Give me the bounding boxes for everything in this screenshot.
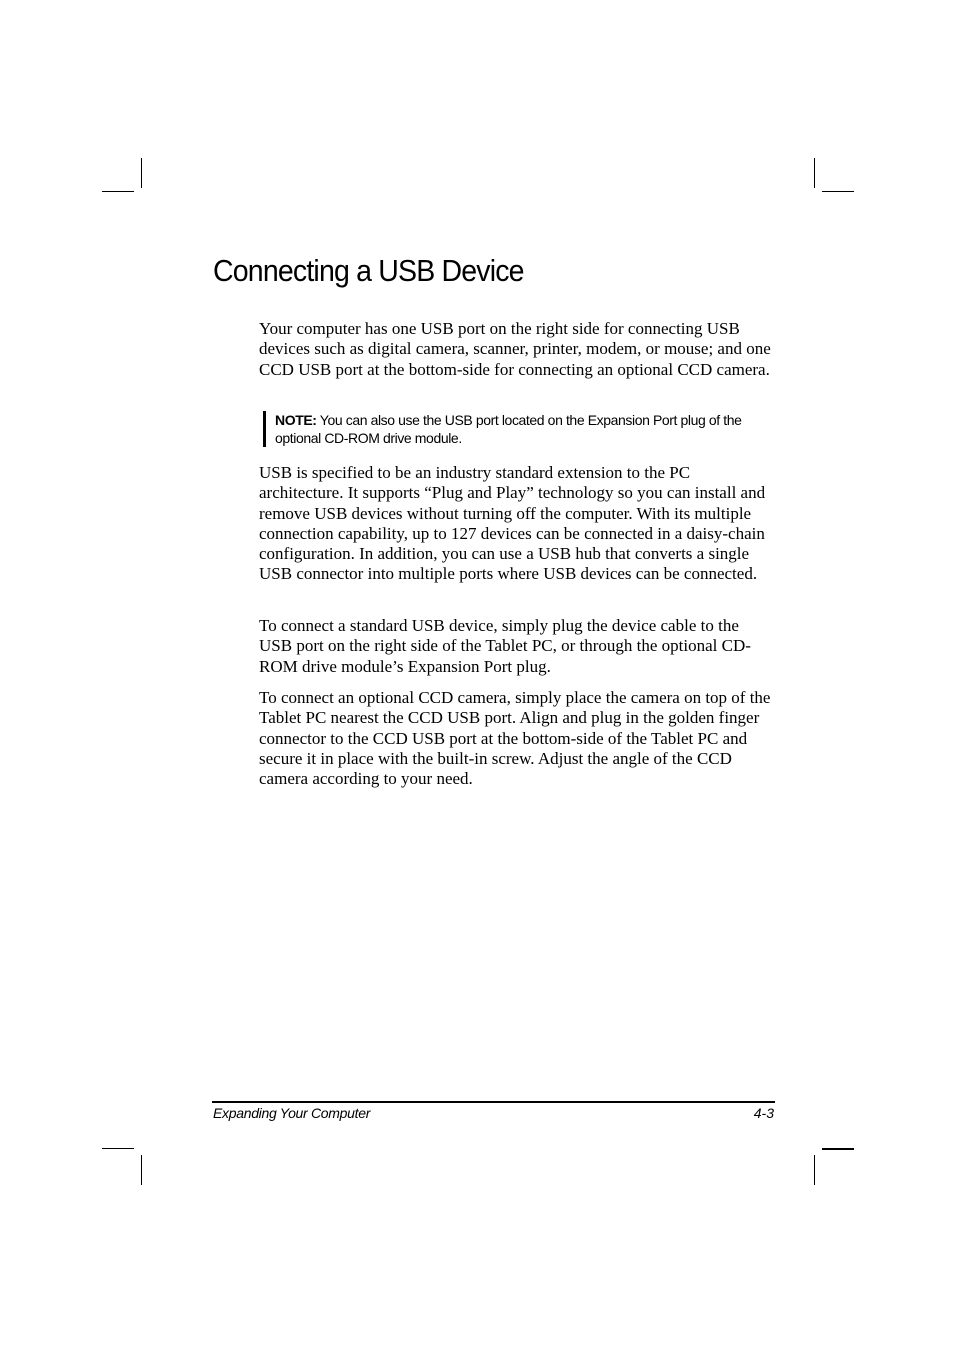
footer-section-title: Expanding Your Computer	[213, 1105, 371, 1121]
footer-rule	[212, 1101, 775, 1103]
crop-mark-bottom-right-vertical	[814, 1155, 815, 1185]
paragraph-connect-ccd-camera: To connect an optional CCD camera, simply place the camera on top of the Tablet PC nearest the CCD USB port. Align and plug in the golden finger connector to the CCD USB port at the bottom-side of the Tablet PC and secure it in place with the built-in screw. Adjust the angle of the CCD camera according to your need.	[259, 688, 771, 789]
paragraph-usb-ports: Your computer has one USB port on the right side for connecting USB devices such as digital camera, scanner, printer, modem, or mouse; and one CCD USB port at the bottom-side for connecting an optional CCD camera.	[259, 319, 771, 379]
crop-mark-bottom-left-horizontal	[102, 1148, 134, 1149]
crop-mark-top-left-horizontal	[102, 191, 134, 192]
page-title: Connecting a USB Device	[213, 253, 524, 288]
crop-mark-bottom-left-vertical	[141, 1155, 142, 1185]
crop-mark-top-left-vertical	[141, 158, 142, 188]
paragraph-connect-usb-device: To connect a standard USB device, simply plug the device cable to the USB port on the right side of the Tablet PC, or through the optional CD-ROM drive module’s Expansion Port plug.	[259, 616, 751, 676]
crop-mark-top-right-vertical	[814, 158, 815, 188]
crop-mark-bottom-right-horizontal	[822, 1148, 854, 1150]
note-label: NOTE:	[275, 412, 317, 428]
note-text: You can also use the USB port located on the Expansion Port plug of the optional CD-ROM drive module.	[275, 412, 742, 446]
footer-page-number: 4-3	[753, 1105, 774, 1121]
paragraph-usb-standard: USB is specified to be an industry standard extension to the PC architecture. It supports “Plug and Play” technology so you can install and remove USB devices without turning off the computer. With its multiple connection capability, up to 127 devices can be connected in a daisy-chain configuration. In addition, you can use a USB hub that converts a single USB connector into multiple ports where USB devices can be connected.	[259, 463, 766, 584]
note-box	[263, 411, 775, 447]
crop-mark-top-right-horizontal	[822, 191, 854, 192]
